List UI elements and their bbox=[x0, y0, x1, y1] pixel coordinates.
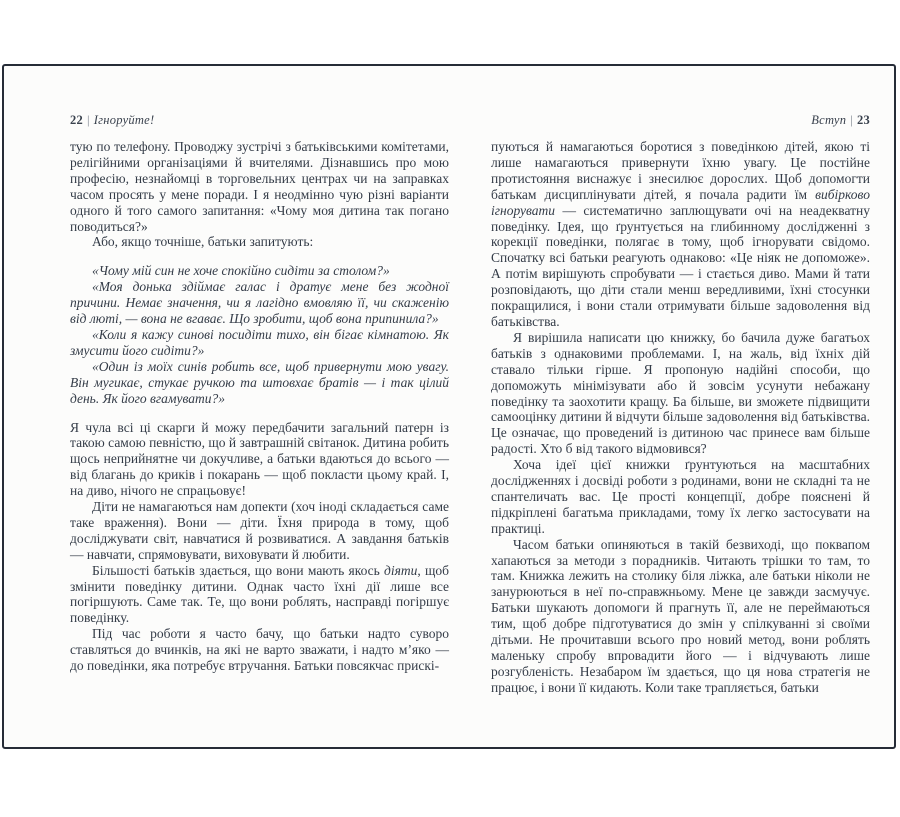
text-run: , щоб змінити поведінку дитини. Однак часто їхні дії лише все погіршують. Саме так. Те, що вони роблять, насправді погіршує поведінку. bbox=[70, 562, 449, 626]
body-paragraph bbox=[70, 420, 449, 500]
text-run: Я вирішила написати цю книжку, бо бачила дуже багатьох батьків з однаковими проблемами. І, на жаль, від їхніх дій ставало тільки гірше. Я пропоную надійні способи, що допоможуть мінімізувати або й зовсім усунути небажану поведінку та заохотити кращу. Ба більше, ви зможете підвищити самооцінку дитини й відчути більше задоволення від батьківства. Це означає, що проведений із дитиною час принесе вам більше радості. Хто б від такого відмовився? bbox=[491, 329, 870, 457]
body-paragraph bbox=[70, 139, 449, 234]
page-body-left bbox=[70, 139, 449, 674]
quoted-question-paragraph bbox=[70, 263, 449, 279]
body-paragraph bbox=[70, 234, 449, 250]
emphasized-text: вибірково ігнорувати bbox=[491, 186, 870, 218]
text-run: «Один із моїх синів робить все, щоб привернути мою увагу. Він мугикає, стукає ручкою та штовхає братів — і так цілий день. Як його вгамувати?» bbox=[70, 358, 449, 406]
text-run: Під час роботи я часто бачу, що батьки надто суворо ставляться до вчинків, на які не варто зважати, і надто м’яко — до поведінки, яка потребує втручання. Батьки повсякчас прискі- bbox=[70, 626, 449, 674]
emphasized-text: діяти bbox=[384, 562, 418, 578]
text-run: Я чула всі ці скарги й можу передбачити загальний патерн із такою самою певністю, що й завтрашній світанок. Дитина робить щось неприйнятне чи докучливе, а батьки вдаються до всього — від благань до криків і покарань — щоб покласти цьому край. І, на диво, нічого не спрацьовує! bbox=[70, 419, 449, 499]
text-run: тую по телефону. Проводжу зустрічі з батьківськими комітетами, релігійними організаціями й вчителями. Дізнавшись про мою професію, незнайомці в торговельних центрах чи на заправках часом просять у мене поради. І я неодмінно чую різні варіанти одного й того самого запитання: «Чому моя дитина так погано поводиться?» bbox=[70, 139, 449, 234]
text-run: Хоча ідеї цієї книжки ґрунтуються на масштабних дослідженнях і досвіді роботи з родинами, вони не складні та не спантеличать вас. Це прості концепції, добре пояснені й підкріплені багатьма прикладами, тому їх легко застосувати на практиці. bbox=[491, 457, 870, 536]
text-run: Більшості батьків здається, що вони мають якось bbox=[92, 562, 385, 578]
running-title-left: Ігноруйте! bbox=[93, 113, 155, 127]
body-paragraph bbox=[491, 330, 870, 457]
text-run: «Коли я кажу синові посидіти тихо, він бігає кімнатою. Як змусити його сидіти?» bbox=[70, 326, 449, 358]
page-body-right bbox=[491, 139, 870, 696]
body-paragraph bbox=[491, 537, 870, 696]
page-left bbox=[70, 113, 449, 674]
header-separator: | bbox=[850, 113, 853, 127]
text-run: Часом батьки опиняються в такій безвиході, що поквапом хапаються за методи з порадників. Читають трішки то там, то там. Книжка лежить на столику біля ліжка, але батьки ніколи не занурюються в неї по-справжньому. Мене це завжди засмучує. Батьки шукають допомоги й прагнуть її, але не переймаються тим, щоб добре підготуватися до змін у спілкуванні зі своїми дітьми. Не прочитавши всього про новий метод, вони роблять маленьку спробу впровадити його — і відчувають лише розгубленість. Незабаром їм здається, що ця нова стратегія не працює, і вони її кидають. Коли таке трапляється, батьки bbox=[491, 536, 870, 695]
quoted-question-paragraph bbox=[70, 279, 449, 327]
running-title-right: Вступ bbox=[811, 113, 847, 127]
text-run: «Моя донька здіймає галас і дратує мене без жодної причини. Немає значення, чи я лагідно вмовляю її, чи скаженію від люті, — вона не вгаває. Що зробити, щоб вона припинила?» bbox=[70, 279, 449, 327]
body-paragraph bbox=[491, 457, 870, 537]
page-header-right bbox=[491, 113, 870, 127]
quoted-question-paragraph bbox=[70, 327, 449, 359]
text-run: — систематично заплющувати очі на неадекватну поведінку. Ідея, що ґрунтується на глибинному дослідженні з корекції поведінки, полягає в тому, щоб ігнорувати свідомо. Спочатку всі батьки реагують однаково: «Це ніяк не допоможе». А потім вирішують спробувати — і стається диво. Мами й тати розповідають, що діти стали менш вередливими, їхні стосунки покращилися, і вони стали отримувати більше задоволення від батьківства. bbox=[491, 202, 870, 329]
text-run: Або, якщо точніше, батьки запитують: bbox=[92, 234, 314, 250]
page-number-right: 23 bbox=[857, 113, 870, 127]
quoted-question-paragraph bbox=[70, 359, 449, 407]
page-number-left: 22 bbox=[70, 113, 83, 127]
text-run: «Чому мій син не хоче спокійно сидіти за столом?» bbox=[92, 263, 390, 279]
text-run: Діти не намагаються нам допекти (хоч іноді складається саме таке враження). Вони — діти. Їхня природа в тому, щоб досліджувати світ, навчатися й розвиватися. А завдання батьків — навчати, спрямовувати, виховувати й любити. bbox=[70, 499, 449, 562]
body-paragraph bbox=[70, 499, 449, 563]
page-header-left bbox=[70, 113, 449, 127]
page-right bbox=[491, 113, 870, 696]
body-paragraph bbox=[70, 563, 449, 627]
header-separator: | bbox=[87, 113, 90, 127]
body-paragraph bbox=[491, 139, 870, 330]
text-run: пуються й намагаються боротися з поведінкою дітей, якою ті лише намагаються привернути їхню увагу. Це постійне протистояння виснажує і знесилює дорослих. Щоб допомогти батькам дисциплінувати дітей, я почала радити їм bbox=[491, 139, 870, 202]
body-paragraph bbox=[70, 626, 449, 674]
book-spread bbox=[2, 64, 896, 749]
